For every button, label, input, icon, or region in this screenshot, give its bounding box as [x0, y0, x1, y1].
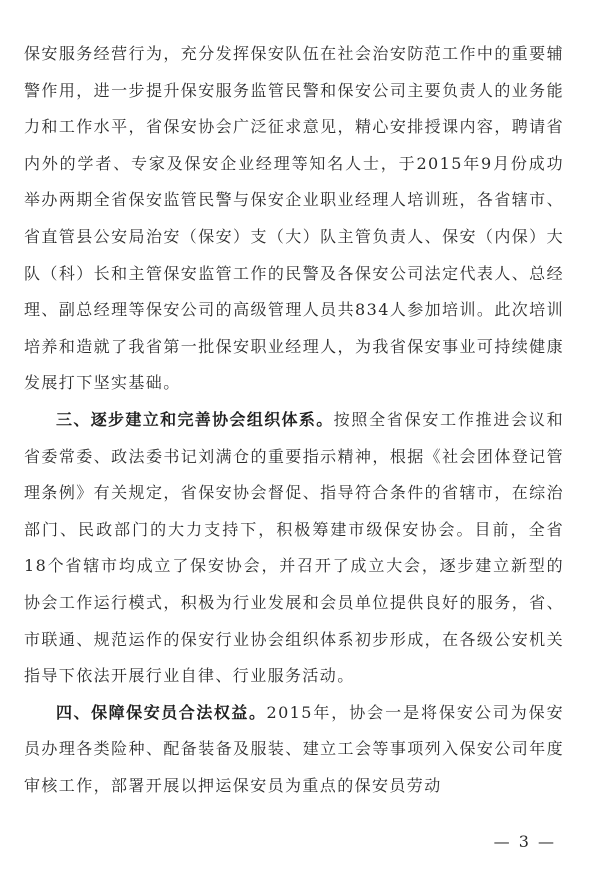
paragraph-text: 2015年，协会一是将保安公司为保安员办理各类险种、配备装备及服装、建立工会等事项列入保安公司年度审核工作，部署开展以押运保安员为重点的保安员劳动 — [24, 702, 564, 795]
paragraph-section-3 — [24, 402, 564, 695]
section-heading: 四、保障保安员合法权益。 — [56, 702, 267, 722]
paragraph-text: 按照全省保安工作推进会议和省委常委、政法委书记刘满仓的重要指示精神，根据《社会团体登记管理条例》有关规定，省保安协会督促、指导符合条件的省辖市，在综治部门、民政部门的大力支持下，积极筹建市级保安协会。目前，全省18个省辖市均成立了保安协会，并召开了成立大会，逐步建立新型的协会工作运行模式，积极为行业发展和会员单位提供良好的服务，省、市联通、规范运作的保安行业协会组织体系初步形成，在各级公安机关指导下依法开展行业自律、行业服务活动。 — [24, 409, 564, 686]
page-number: — 3 — — [493, 832, 556, 851]
paragraph-text: 保安服务经营行为，充分发挥保安队伍在社会治安防范工作中的重要辅警作用，进一步提升保安服务监管民警和保安公司主要负责人的业务能力和工作水平，省保安协会广泛征求意见，精心安排授课内容，聘请省内外的学者、专家及保安企业经理等知名人士，于2015年9月份成功举办两期全省保安监管民警与保安企业职业经理人培训班，各省辖市、省直管县公安局治安（保安）支（大）队主管负责人、保安（内保）大队（科）长和主管保安监管工作的民警及各保安公司法定代表人、总经理、副总经理等保安公司的高级管理人员共834人参加培训。此次培训培养和造就了我省第一批保安职业经理人，为我省保安事业可持续健康发展打下坚实基础。 — [24, 44, 564, 393]
paragraph-section-4 — [24, 695, 564, 805]
paragraph-continuation — [24, 36, 564, 402]
section-heading: 三、逐步建立和完善协会组织体系。 — [56, 409, 334, 429]
document-body — [24, 36, 564, 804]
